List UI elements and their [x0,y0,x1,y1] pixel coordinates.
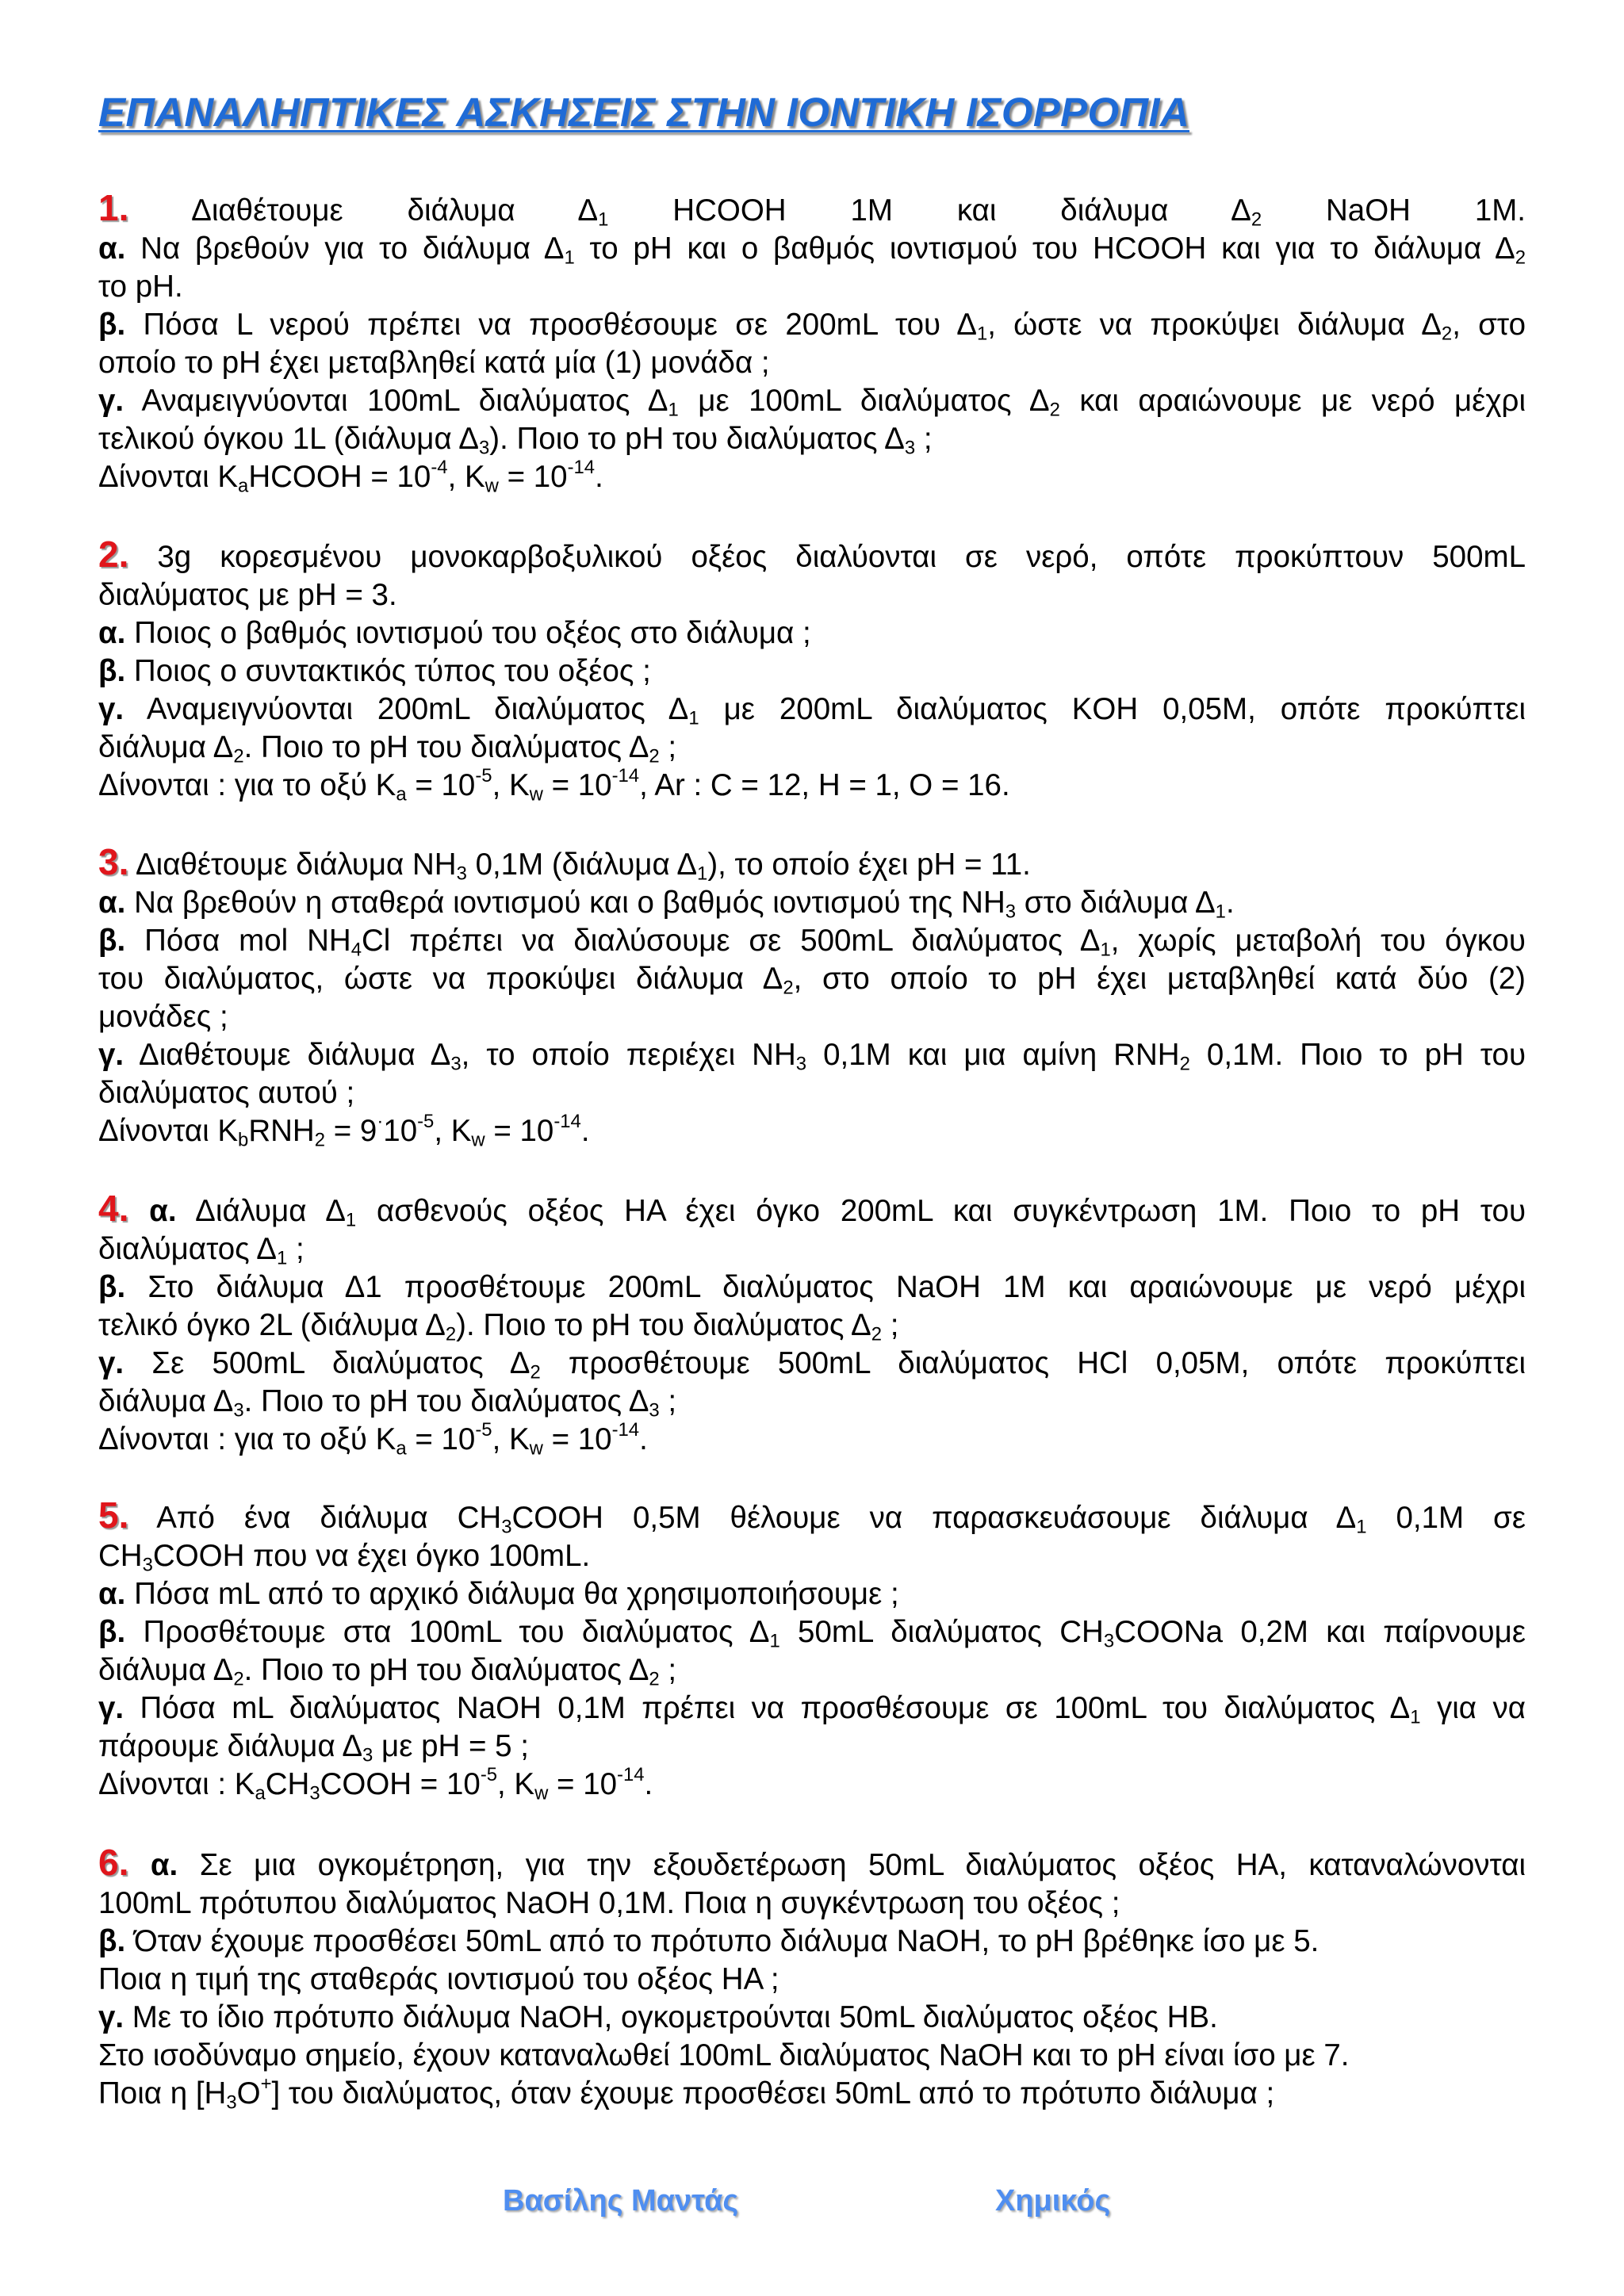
problem-line: 1. Διαθέτουμε διάλυμα $\Delta_1$ HCOOH 1M και διάλυμα $\Delta_2$ NaOH 1M. [98,187,1526,231]
problem-number: 5. [98,1494,129,1536]
problem-line: διαλύματος $\Delta_1$ ; [98,1232,304,1269]
problem-line: οποίο το pH έχει μεταβληθεί κατά μία (1) μονάδα ; [98,346,770,380]
problem-line: το pH. [98,270,183,304]
footer-author: Βασίλης Μαντάς [503,2184,739,2218]
problem-line: γ. Αναμειγνύονται 100mL διαλύματος $\Delta_1$ με 100mL διαλύματος $\Delta_2$ και αραιώνουμε με νερό μέχρι [98,384,1526,421]
problem-line: Δίνονται : για το οξύ $K_a = 10^{-5}$, $K_w = 10^{-14}$, Ar : C = 12, H = 1, O = 16. [98,764,1010,806]
problem-line: γ. Αναμειγνύονται 200mL διαλύματος $\Delta_1$ με 200mL διαλύματος KOH 0,05M, οπότε προκύπτει [98,692,1526,729]
problem-line: β. Όταν έχουμε προσθέσει 50mL από το πρότυπο διάλυμα NaOH, το pH βρέθηκε ίσο με 5. [98,1924,1320,1958]
problem-line: γ. Με το ίδιο πρότυπο διάλυμα NaOH, ογκομετρούνται 50mL διαλύματος οξέος ΗΒ. [98,2000,1218,2034]
problem-line: β. Προσθέτουμε στα 100mL του διαλύματος $\Delta_1$ 50mL διαλύματος $CH_3COONa$ 0,2M και παίρνουμε [98,1615,1526,1652]
problem-line: 2. 3g κορεσμένου μονοκαρβοξυλικού οξέος διαλύονται σε νερό, οπότε προκύπτουν 500mL [98,534,1526,575]
problem-line: Στο ισοδύναμο σημείο, έχουν καταναλωθεί 100mL διαλύματος NaOH και το pH είναι ίσο με 7. [98,2038,1350,2072]
problem-line: τελικό όγκο 2L (διάλυμα $\Delta_2$). Ποιο το pH του διαλύματος $\Delta_2$ ; [98,1308,899,1345]
problem-line: α. Να βρεθούν η σταθερά ιοντισμού και ο βαθμός ιοντισμού της $NH_3$ στο διάλυμα $\Delta_1$. [98,886,1235,923]
problem-4 [98,1189,1526,1459]
problem-line: 100mL πρότυπου διαλύματος NaOH 0,1M. Ποια η συγκέντρωση του οξέος ; [98,1886,1120,1920]
problem-line: διαλύματος με pH = 3. [98,578,397,612]
problem-line: $CH_3COOH$ που να έχει όγκο 100mL. [98,1539,591,1576]
problem-line: τελικού όγκου 1L (διάλυμα $\Delta_3$). Ποιο το pH του διαλύματος $\Delta_3$ ; [98,422,933,459]
problem-line: β. Πόσα L νερού πρέπει να προσθέσουμε σε 200mL του $\Delta_1$, ώστε να προκύψει διάλυμα $\Delta_2$, στο [98,308,1526,345]
problem-number: 6. [98,1842,129,1883]
problem-line: 4. α. Διάλυμα $\Delta_1$ ασθενούς οξέος ΗΑ έχει όγκο 200mL και συγκέντρωση 1M. Ποιο το pH του [98,1188,1526,1231]
problem-line: β. Ποιος ο συντακτικός τύπος του οξέος ; [98,654,651,688]
problem-line: β. Στο διάλυμα Δ1 προσθέτουμε 200mL διαλύματος NaOH 1M και αραιώνουμε με νερό μέχρι [98,1270,1526,1304]
problem-line: Δίνονται $K_aHCOOH = 10^{-4}$, $K_w = 10^{-14}$. [98,456,603,497]
problem-line: διάλυμα $\Delta_2$. Ποιο το pH του διαλύματος $\Delta_2$ ; [98,730,677,767]
problem-line: α. Πόσα mL από το αρχικό διάλυμα θα χρησιμοποιήσουμε ; [98,1577,899,1611]
page-title: ΕΠΑΝΑΛΗΠΤΙΚΕΣ ΑΣΚΗΣΕΙΣ ΣΤΗΝ ΙΟΝΤΙΚΗ ΙΣΟΡΡΟΠΙΑ [98,90,1189,135]
problem-number: 3. [98,841,129,882]
problem-line: 6. α. Σε μια ογκομέτρηση, για την εξουδετέρωση 50mL διαλύματος οξέος ΗΑ, καταναλώνονται [98,1842,1526,1883]
problem-number: 2. [98,534,129,575]
problem-line: μονάδες ; [98,1000,228,1034]
problem-line: 3. Διαθέτουμε διάλυμα $NH_3$ 0,1M (διάλυμα $\Delta_1$), το οποίο έχει pH = 11. [98,841,1031,885]
problem-number: 1. [98,187,129,228]
problem-3 [98,843,1526,1150]
problem-line: πάρουμε διάλυμα $\Delta_3$ με pH = 5 ; [98,1729,529,1766]
problem-6 [98,1843,1526,2113]
problem-line: του διαλύματος, ώστε να προκύψει διάλυμα $\Delta_2$, στο οποίο το pH έχει μεταβληθεί κατά δύο (2) [98,962,1526,999]
problem-2 [98,535,1526,805]
problem-1 [98,189,1526,496]
problem-line: Δίνονται : για το οξύ $K_a = 10^{-5}$, $K_w = 10^{-14}$. [98,1418,648,1460]
problem-line: α. Να βρεθούν για το διάλυμα $\Delta_1$ το pH και ο βαθμός ιοντισμού του HCOOH και για το διάλυμα $\Delta_2$ [98,232,1526,269]
problem-line: διαλύματος αυτού ; [98,1076,355,1110]
problem-line: διάλυμα $\Delta_3$. Ποιο το pH του διαλύματος $\Delta_3$ ; [98,1384,677,1422]
problem-line: διάλυμα $\Delta_2$. Ποιο το pH του διαλύματος $\Delta_2$ ; [98,1653,677,1690]
problem-line: β. Πόσα mol $NH_4Cl$ πρέπει να διαλύσουμε σε 500mL διαλύματος $\Delta_1$, χωρίς μεταβολή του όγκου [98,924,1526,961]
problem-number: 4. [98,1188,129,1229]
problem-line: Δίνονται : $K_aCH_3COOH = 10^{-5}$, $K_w = 10^{-14}$. [98,1763,653,1804]
problem-line: γ. Σε 500mL διαλύματος $\Delta_2$ προσθέτουμε 500mL διαλύματος HCl 0,05M, οπότε προκύπτει [98,1346,1526,1383]
problem-line: Δίνονται $K_bRNH_2 = 9^\cdot 10^{-5}$, $K_w = 10^{-14}$. [98,1110,590,1151]
problem-5 [98,1496,1526,1804]
problem-line: α. Ποιος ο βαθμός ιοντισμού του οξέος στο διάλυμα ; [98,616,811,650]
problem-line: Ποια η τιμή της σταθεράς ιοντισμού του οξέος ΗΑ ; [98,1962,779,1996]
problem-line: γ. Διαθέτουμε διάλυμα $\Delta_3$, το οποίο περιέχει $NH_3$ 0,1M και μια αμίνη $RNH_2$ 0,1M. Ποιο το pH του [98,1038,1526,1075]
problem-line: Ποια η $[H_3O^+]$ του διαλύματος, όταν έχουμε προσθέσει 50mL από το πρότυπο διάλυμα ; [98,2072,1275,2114]
problem-line: γ. Πόσα mL διαλύματος NaOH 0,1M πρέπει να προσθέσουμε σε 100mL του διαλύματος $\Delta_1$ για να [98,1691,1526,1728]
footer-role: Χημικός [995,2184,1111,2218]
problem-line: 5. Από ένα διάλυμα $CH_3COOH$ 0,5M θέλουμε να παρασκευάσουμε διάλυμα $\Delta_1$ 0,1M σε [98,1494,1526,1538]
